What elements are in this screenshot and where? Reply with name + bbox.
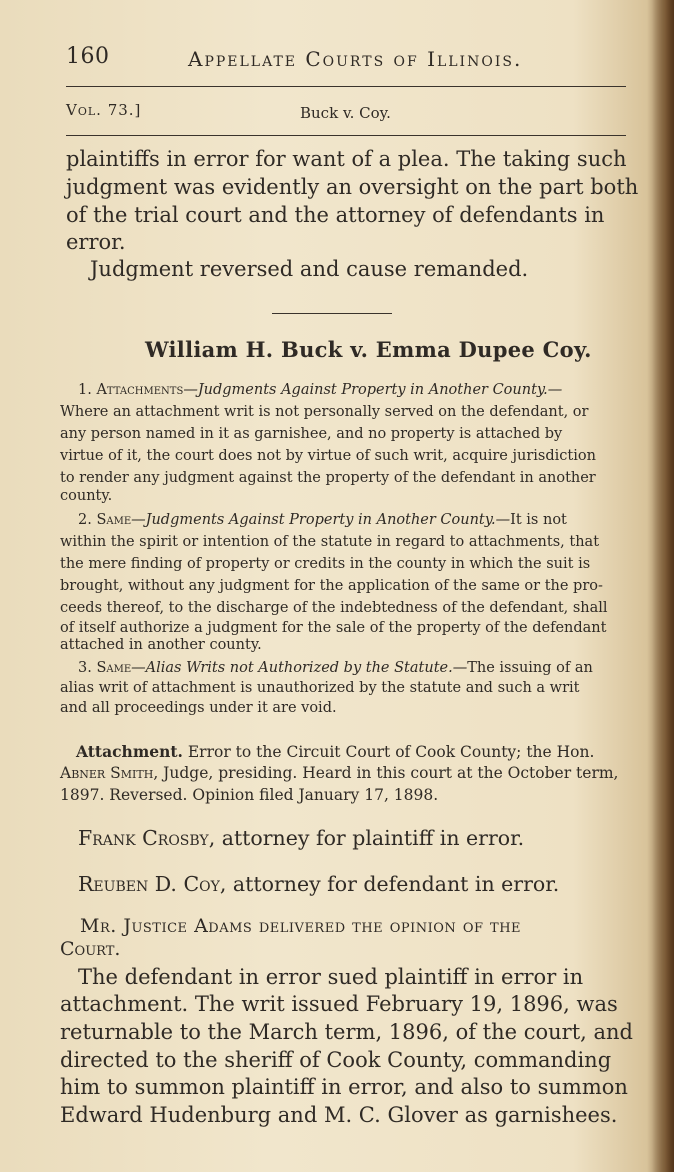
- syllabus-line-1: Attachment. Error to the Circuit Court of Cook County; the Hon.: [76, 742, 595, 761]
- headnote-1-first-line: 1. Attachments—Judgments Against Property in Another County.—: [78, 382, 563, 398]
- headnote-line: to render any judgment against the property of the defendant in another: [60, 470, 596, 486]
- volume-label: Vol. 73.]: [66, 101, 142, 119]
- page-edge-shadow: [652, 0, 674, 1172]
- defendant-counsel: Reuben D. Coy, attorney for defendant in error.: [78, 872, 560, 896]
- prior-case-line-3: of the trial court and the attorney of defendants in: [66, 203, 605, 227]
- subheader-rule: [66, 135, 626, 136]
- headnote-line: brought, without any judgment for the application of the same or the pro-: [60, 578, 603, 594]
- syllabus-line-2: Abner Smith, Judge, presiding. Heard in this court at the October term,: [60, 764, 619, 782]
- headnote-line: county.: [60, 488, 113, 504]
- headnote-subject: —Judgments Against Property in Another County.—: [131, 512, 511, 528]
- case-running-head: Buck v. Coy.: [300, 104, 391, 122]
- headnote-topic: Same: [96, 512, 132, 528]
- case-title: William H. Buck v. Emma Dupee Coy.: [145, 337, 592, 362]
- running-title: Appellate Courts of Illinois.: [188, 47, 523, 71]
- counsel-name: Reuben D. Coy: [78, 872, 220, 896]
- headnote-line: the mere finding of property or credits in the county in which the suit is: [60, 556, 591, 572]
- judge-name: Abner Smith: [60, 764, 154, 782]
- headnote-line: and all proceedings under it are void.: [60, 700, 337, 716]
- plaintiff-counsel: Frank Crosby, attorney for plaintiff in error.: [78, 826, 525, 850]
- headnote-line: of itself authorize a judgment for the sale of the property of the defendant: [60, 620, 607, 636]
- opinion-line: returnable to the March term, 1896, of the court, and: [60, 1020, 633, 1044]
- headnote-line: within the spirit or intention of the statute in regard to attachments, that: [60, 534, 600, 550]
- prior-case-line-1: plaintiffs in error for want of a plea. The taking such: [66, 147, 627, 171]
- opinion-heading: Mr. Justice Adams delivered the opinion of the: [80, 915, 522, 937]
- opinion-line: attachment. The writ issued February 19, 1896, was: [60, 992, 618, 1016]
- headnote-line: ceeds thereof, to the discharge of the indebtedness of the defendant, shall: [60, 600, 608, 616]
- headnote-3-first-line: 3. Same—Alias Writs not Authorized by the Statute.—The issuing of an: [78, 660, 593, 676]
- headnote-line: Where an attachment writ is not personally served on the defendant, or: [60, 404, 589, 420]
- headnote-topic: Same: [96, 660, 132, 676]
- opinion-line: directed to the sheriff of Cook County, commanding: [60, 1048, 612, 1072]
- page-number: 160: [66, 44, 110, 69]
- syllabus-line-3: 1897. Reversed. Opinion filed January 17, 1898.: [60, 786, 439, 804]
- headnote-line: any person named in it as garnishee, and no property is attached by: [60, 426, 563, 442]
- headnote-subject: —Judgments Against Property in Another County.—: [183, 382, 563, 398]
- opinion-line: Edward Hudenburg and M. C. Glover as garnishees.: [60, 1103, 618, 1127]
- header-rule: [66, 86, 626, 87]
- headnote-2-first-line: 2. Same—Judgments Against Property in Another County.—It is not: [78, 512, 567, 528]
- case-separator-rule: [272, 313, 392, 314]
- syllabus-label: Attachment.: [76, 742, 183, 761]
- headnote-topic: Attachments: [96, 382, 184, 398]
- disposition: Judgment reversed and cause remanded.: [90, 257, 529, 281]
- opinion-line: The defendant in error sued plaintiff in error in: [78, 965, 584, 989]
- headnote-subject: —Alias Writs not Authorized by the Statute.—: [131, 660, 468, 676]
- headnote-line: attached in another county.: [60, 637, 262, 653]
- headnote-line: alias writ of attachment is unauthorized by the statute and such a writ: [60, 680, 580, 696]
- headnote-line: virtue of it, the court does not by virtue of such writ, acquire jurisdiction: [60, 448, 596, 464]
- prior-case-line-4: error.: [66, 230, 126, 254]
- opinion-line: him to summon plaintiff in error, and also to summon: [60, 1075, 628, 1099]
- counsel-name: Frank Crosby: [78, 826, 209, 850]
- opinion-heading-court: Court.: [60, 938, 121, 960]
- prior-case-line-2: judgment was evidently an oversight on the part both: [66, 175, 639, 199]
